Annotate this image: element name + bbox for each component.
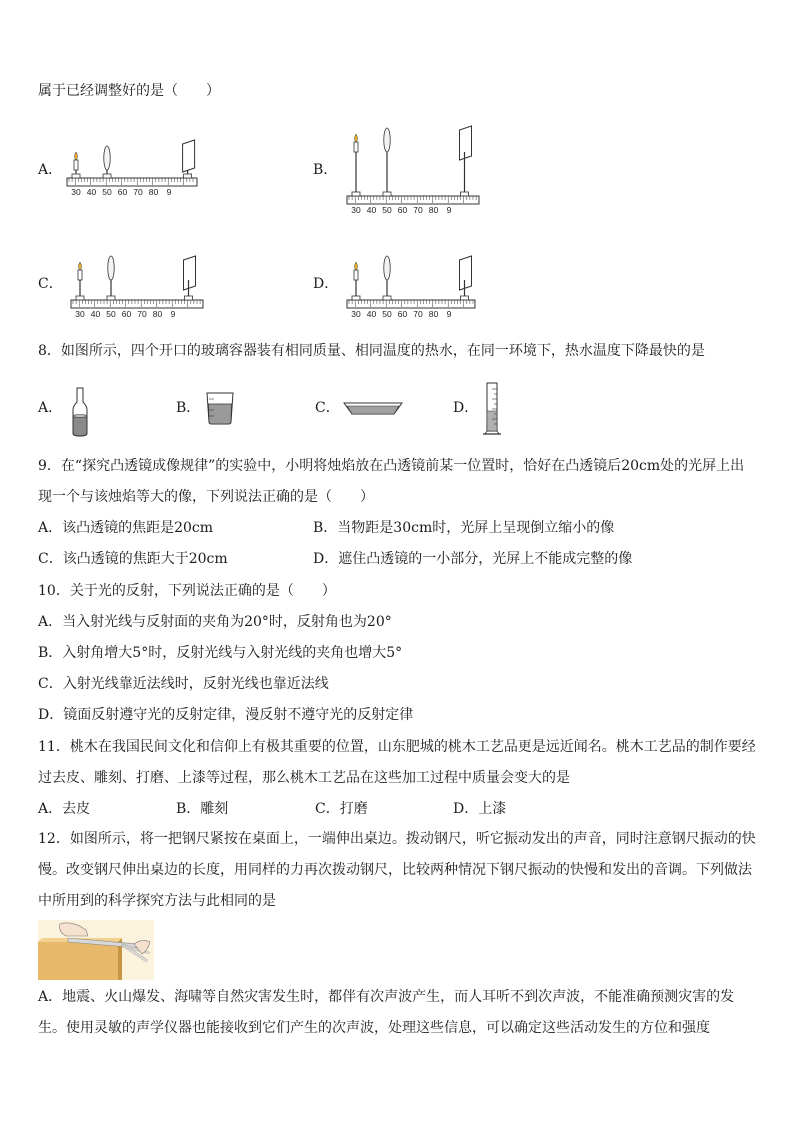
q11-option-c: C．打磨 [315,801,368,817]
q9-option-a: A．该凸透镜的焦距是20cm [38,520,214,536]
ruler-tick-label: 30 [75,309,85,319]
ruler-tick-label: 60 [121,309,132,319]
ruler-tick-label: 50 [382,205,392,215]
q10-option-d: D．镜面反射遵守光的反射定律，漫反射不遵守光的反射定律 [38,707,414,723]
ruler-tick-label: 30 [71,187,81,197]
q10-option-c: C．入射光线靠近法线时，反射光线也靠近法线 [38,676,329,692]
ruler-tick-label: 9 [446,205,452,215]
ruler-tick-label: 80 [148,187,159,197]
q7-option-b-label: B． [313,162,338,178]
q10-stem: 10．关于光的反射，下列说法正确的是（ ） [38,583,336,599]
q8-stem: 8．如图所示，四个开口的玻璃容器装有相同质量、相同温度的热水，在同一环境下，热水温度下降最快的是 [38,343,705,359]
q12-stem: 12．如图所示，将一把钢尺紧按在桌面上，一端伸出桌边。拨动钢尺，听它振动发出的声音，同时注意钢尺振动的快慢。改变钢尺伸出桌边的长度，用同样的力再次拨动钢尺，比较两种情况下钢尺振动的快慢和发出的音调。下列做法中所用到的科学探究方法与此相同的是 [38,831,756,909]
q8-option-d-label: D． [453,400,479,416]
q7-figure-b [346,122,480,220]
ruler-tick-label: 70 [133,187,143,197]
q8-option-a-label: A． [38,400,63,416]
ruler-tick-label: 30 [351,309,361,319]
q9-option-b: B．当物距是30cm时，光屏上呈现倒立缩小的像 [313,520,615,536]
ruler-tick-label: 50 [382,309,392,319]
q11-option-a: A．去皮 [38,801,91,817]
ruler-tick-label: 70 [413,309,423,319]
q7-figure-a [66,134,198,200]
q7-option-c-label: C． [38,276,63,292]
q9-stem: 9．在“探究凸透镜成像规律”的实验中，小明将烛焰放在凸透镜前某一位置时，恰好在凸透镜后20cm处的光屏上出现一个与该烛焰等大的像，下列说法正确的是（ ） [38,458,745,505]
ruler-tick-label: 9 [166,187,172,197]
ruler-tick-label: 60 [397,309,408,319]
ruler-tick-label: 70 [137,309,147,319]
ruler-tick-label: 80 [428,205,439,215]
q12-steel-ruler-figure [38,920,154,980]
ruler-tick-label: 70 [413,205,423,215]
q8-option-c-label: C． [315,400,340,416]
ruler-tick-label: 30 [351,205,361,215]
ruler-tick-label: 60 [117,187,128,197]
ruler-tick-label: 40 [366,205,377,215]
ruler-tick-label: 40 [86,187,97,197]
q9-option-c: C．该凸透镜的焦距大于20cm [38,551,228,567]
q10-option-a: A．当入射光线与反射面的夹角为20°时，反射角也为20° [38,614,392,630]
q7-figure-d [346,252,476,324]
ruler-tick-label: 40 [90,309,101,319]
q10-option-b: B．入射角增大5°时，反射光线与入射光线的夹角也增大5° [38,645,403,661]
q8-bottle-figure [68,386,92,438]
q7-figure-c [70,252,204,324]
q7-option-a-label: A． [38,162,63,178]
q7-option-d-label: D． [313,276,339,292]
ruler-tick-label: 80 [428,309,439,319]
q11-stem: 11．桃木在我国民间文化和信仰上有极其重要的位置，山东肥城的桃木工艺品更是远近闻名。桃木工艺品的制作要经过去皮、雕刻、打磨、上漆等过程，那么桃木工艺品在这些加工过程中质量会变大的是 [38,739,756,786]
q7-intro: 属于已经调整好的是（ ） [38,83,220,99]
q11-option-d: D．上漆 [453,801,507,817]
ruler-tick-label: 9 [446,309,452,319]
q11-option-b: B．雕刻 [176,801,229,817]
q8-beaker-figure [204,390,236,426]
q8-option-b-label: B． [176,400,201,416]
ruler-tick-label: 80 [152,309,163,319]
ruler-tick-label: 40 [366,309,377,319]
ruler-tick-label: 60 [397,205,408,215]
ruler-tick-label: 50 [106,309,116,319]
ruler-tick-label: 50 [102,187,112,197]
ruler-tick-label: 9 [170,309,176,319]
q12-option-a: A．地震、火山爆发、海啸等自然灾害发生时，都伴有次声波产生，而人耳听不到次声波，不能准确预测灾害的发生。使用灵敏的声学仪器也能接收到它们产生的次声波，处理这些信息，可以确定这些活动发生的方位和强度 [38,989,735,1036]
q9-option-d: D．遮住凸透镜的一小部分，光屏上不能成完整的像 [313,551,633,567]
q8-shallow-dish-figure [342,400,404,418]
q8-graduated-cylinder-figure [482,381,504,439]
